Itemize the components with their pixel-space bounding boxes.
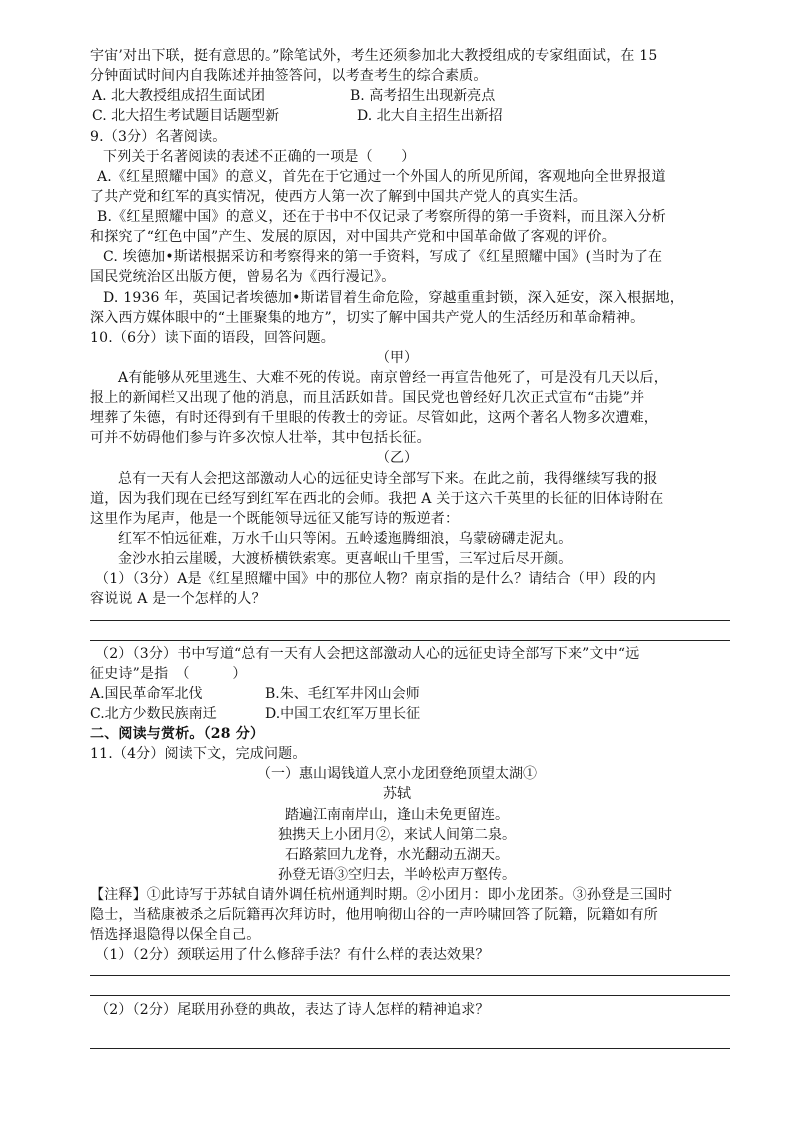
q9-option-c-line-1: C. 埃德加•斯诺根据采访和考察得来的第一手资料，写成了《红星照耀中国》(当时为了在: [103, 249, 663, 265]
q10-yi-poem-line-2: 金沙水拍云崖暖，大渡桥横铁索寒。更喜岷山千里雪，三军过后尽开颜。: [118, 551, 573, 567]
q8-text-line-2: 分钟面试时间内自我陈述并抽签答问，以考查考生的综合素质。: [90, 68, 488, 84]
q9-stem: 下列关于名著阅读的表述不正确的一项是（ ）: [103, 149, 416, 165]
q10-option-a: A.国民革命军北伐: [90, 686, 203, 702]
q10-yi-label: （乙）: [376, 450, 418, 466]
poem-line-1: 踏遍江南南岸山，逢山未免更留连。: [285, 807, 509, 823]
q10-yi-line-2: 道，因为我们现在已经写到红军在西北的会师。我把 A 关于这六千英里的长征的旧体诗附在: [90, 491, 664, 507]
q11-sub1: （1）（2分）颈联运用了什么修辞手法？有什么样的表达效果？: [95, 947, 490, 963]
q9-option-d-line-1: D. 1936 年，英国记者埃德加•斯诺冒着生命危险，穿越重重封锁，深入延安，深入根据地，: [103, 290, 684, 306]
q10-jia-line-3: 埋葬了朱德，有时还得到有千里眼的传教士的旁证。尽管如此，这两个著名人物多次遭难，: [90, 410, 658, 426]
q8-option-a: A. 北大教授组成招生面试团: [92, 88, 266, 104]
answer-line[interactable]: [90, 1048, 730, 1049]
poem-note-line-1: 【注释】①此诗写于苏轼自请外调任杭州通判时期。②小团月：即小龙团茶。③孙登是三国时: [90, 887, 673, 903]
section-2-heading: 二、阅读与赏析。（28 分）: [90, 726, 265, 742]
q10-sub2-line-2: 征史诗”是指 （ ）: [90, 666, 247, 682]
q10-option-c: C.北方少数民族南迁: [90, 706, 217, 722]
q9-option-a-line-2: 了共产党和红军的真实情况，使西方人第一次了解到中国共产党人的真实生活。: [90, 189, 587, 205]
q9-option-c-line-2: 国民党统治区出版方便，曾易名为《西行漫记》。: [90, 269, 396, 285]
q10-jia-line-2: 报上的新闻栏又出现了他的消息，而且活跃如昔。国民党也曾经好几次正式宣布“击毙”并: [90, 390, 645, 406]
q9-option-b-line-2: 和探究了“红色中国”产生、发展的原因，对中国共产党和中国革命做了客观的评价。: [90, 229, 616, 245]
q10-option-d: D.中国工农红军万里长征: [265, 706, 421, 722]
poem-title: （一）惠山谒钱道人烹小龙团登绝顶望太湖①: [257, 766, 537, 782]
poem-line-3: 石路萦回九龙脊，水光翻动五湖天。: [285, 847, 509, 863]
q11-sub2: （2）（2分）尾联用孙登的典故，表达了诗人怎样的精神追求？: [95, 1002, 490, 1018]
q10-jia-line-1: A有能够从死里逃生、大难不死的传说。南京曾经一再宣告他死了，可是没有几天以后，: [118, 370, 668, 386]
q9-option-a-line-1: A.《红星照耀中国》的意义，首先在于它通过一个外国人的所见所闻，客观地向全世界报道: [97, 169, 666, 185]
poem-note-line-2: 隐士，当嵇康被杀之后阮籍再次拜访时，他用响彻山谷的一声吟啸回答了阮籍，阮籍如有所: [90, 907, 658, 923]
q9-option-d-line-2: 深入西方媒体眼中的“土匪聚集的地方”，切实了解中国共产党人的生活经历和革命精神。: [90, 310, 645, 326]
q10-jia-label: （甲）: [376, 350, 418, 366]
q8-option-c: C. 北大招生考试题目话题型新: [92, 108, 280, 124]
q10-jia-line-4: 可并不妨碍他们参与许多次惊人壮举，其中包括长征。: [90, 430, 431, 446]
answer-line[interactable]: [90, 995, 730, 996]
q8-text-line-1: 宇宙’对出下联，挺有意思的。”除笔试外，考生还须参加北大教授组成的专家组面试，在 15: [90, 48, 658, 64]
q11-heading: 11.（4分）阅读下文，完成问题。: [90, 746, 307, 762]
answer-line[interactable]: [90, 620, 730, 621]
q9-option-b-line-1: B.《红星照耀中国》的意义，还在于书中不仅记录了考察所得的第一手资料，而且深入分析: [97, 209, 666, 225]
q10-yi-line-3: 这里作为尾声，他是一个既能领导远征又能写诗的叛逆者：: [90, 511, 460, 527]
poem-note-line-3: 悟选择退隐得以保全自己。: [90, 927, 261, 943]
poem-line-2: 独携天上小团月②，来试人间第二泉。: [278, 827, 516, 843]
poem-author: 苏轼: [383, 786, 411, 802]
answer-line[interactable]: [90, 975, 730, 976]
q10-yi-poem-line-1: 红军不怕远征难，万水千山只等闲。五岭逶迤腾细浪，乌蒙磅礴走泥丸。: [118, 531, 573, 547]
q8-option-d: D. 北大自主招生出新招: [357, 108, 503, 124]
q10-yi-line-1: 总有一天有人会把这部激动人心的远征史诗全部写下来。在此之前，我得继续写我的报: [118, 471, 658, 487]
q10-sub2-line-1: （2）（3分）书中写道“总有一天有人会把这部激动人心的远征史诗全部写下来”文中“远: [95, 646, 640, 662]
q9-heading: 9.（3分）名著阅读。: [90, 129, 227, 145]
q10-sub1-line-2: 容说说 A 是一个怎样的人？: [90, 591, 266, 607]
q10-heading: 10.（6分）读下面的语段，回答问题。: [90, 330, 335, 346]
poem-line-4: 孙登无语③空归去，半岭松声万壑传。: [278, 867, 516, 883]
q10-option-b: B.朱、毛红军井冈山会师: [265, 686, 420, 702]
answer-line[interactable]: [90, 640, 730, 641]
q8-option-b: B. 高考招生出现新亮点: [350, 88, 496, 104]
q10-sub1-line-1: （1）（3分）A是《红星照耀中国》中的那位人物？南京指的是什么？请结合（甲）段的内: [95, 571, 657, 587]
